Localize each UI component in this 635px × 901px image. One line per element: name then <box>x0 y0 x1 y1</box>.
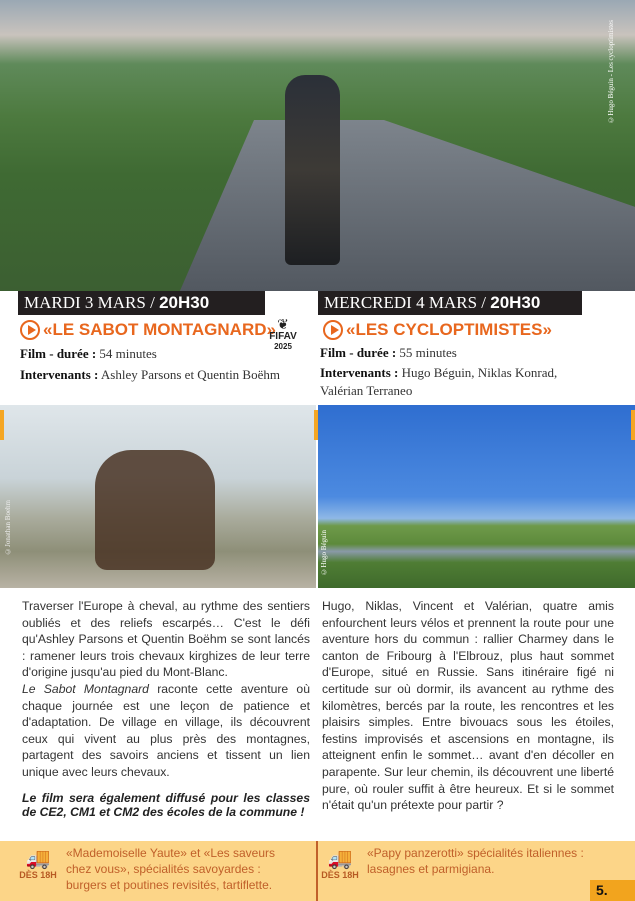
speakers: Ashley Parsons et Quentin Boëhm <box>98 367 280 382</box>
right-food-text: «Papy panzerotti» spécialités italiennes : lasagnes et parmigiana. <box>367 846 584 876</box>
right-date-bar <box>318 291 582 315</box>
food-truck-icon: 🚚 <box>327 848 353 870</box>
duration-label: Film - durée : <box>20 346 97 361</box>
play-icon <box>20 320 40 340</box>
right-date: MERCREDI 4 MARS / <box>324 293 491 312</box>
road <box>150 120 635 291</box>
tab-marker <box>314 410 318 440</box>
cyclist <box>285 75 340 265</box>
speakers: Hugo Béguin, Niklas Konrad, Valérian Terraneo <box>320 365 558 398</box>
left-food-text: «Mademoiselle Yaute» et «Les saveurs chez vous», spécialités savoyardes : burgers et poutines revisités, tartiflette. <box>66 846 276 892</box>
left-info <box>20 345 310 384</box>
duration-label: Film - durée : <box>320 345 397 360</box>
right-info <box>320 344 590 400</box>
right-time: 20H30 <box>490 293 541 312</box>
left-title-text: «LE SABOT MONTAGNARD» <box>43 320 276 339</box>
hero-photo-cyclist <box>0 0 635 291</box>
food-truck-icon: 🚚 <box>25 848 51 870</box>
right-film-title <box>323 320 552 340</box>
left-body-em: Le Sabot Montagnard <box>22 681 149 696</box>
left-time: 20H30 <box>159 293 210 312</box>
food-time: DÈS 18H <box>19 870 57 880</box>
tab-marker <box>631 410 635 440</box>
horses <box>95 450 215 570</box>
food-truck-left <box>18 848 58 880</box>
duration: 54 minutes <box>96 346 157 361</box>
left-body-2: raconte cette aventure où chaque journée est une leçon de patience et d'adaptation. De village en village, ils découvrent ceux qui vivent au plus près des montagnes, partagent des savoirs anciens et tissent un lien unique avec leurs chevaux. <box>22 681 310 779</box>
speakers-label: Intervenants : <box>320 365 399 380</box>
left-film-title <box>20 320 276 340</box>
food-truck-right <box>320 848 360 880</box>
badge-name: FIFAV <box>269 331 297 342</box>
speakers-label: Intervenants : <box>20 367 99 382</box>
play-icon <box>323 320 343 340</box>
left-description <box>22 598 310 819</box>
duration: 55 minutes <box>396 345 457 360</box>
right-description <box>322 598 614 814</box>
badge-year: 2025 <box>274 342 292 351</box>
tab-marker <box>0 410 4 440</box>
right-photo-credit: ©Hugo Béguin <box>320 530 328 576</box>
school-note: Le film sera également diffusé pour les classes de CE2, CM1 et CM2 des écoles de la commune ! <box>22 790 310 819</box>
left-body-1: Traverser l'Europe à cheval, au rythme des sentiers oubliés et des reliefs escarpés… C'est le défi qu'Ashley Parsons et Quentin Boëhm se sont lancés : ramener leurs trois chevaux kirghizes de leur terre d'origine jusqu'au pied du Mont-Blanc. <box>22 599 310 680</box>
left-date-bar <box>18 291 265 315</box>
right-body: Hugo, Niklas, Vincent et Valérian, quatre amis enfourchent leurs vélos et prennent la route pour une aventure hors du commun : rallier Charmey dans le canton de Fribourg à l'Elbrouz, plus haut sommet d'Europe, situé en Russie. Sans itinéraire figé ni certitude sur où dormir, ils avancent au rythme des kilomètres, bercés par la route, les rencontres et les plaisirs simples. Entre bivouacs sous les étoiles, festins improvisés et ascensions en montagne, ils atteignent enfin le sommet… avant d'en décoller en parapente. Sur leur chemin, ils découvrent une liberté pure, où rouler suffit à être heureux. Et si le sommet n'était qu'un prétexte pour partir ? <box>322 599 614 813</box>
laurel-icon: ❦ <box>277 316 289 332</box>
food-time: DÈS 18H <box>321 870 359 880</box>
right-photo-cyclists <box>318 405 635 588</box>
footer-divider <box>316 841 318 901</box>
left-photo-credit: ©Jonathan Boehm <box>4 500 12 555</box>
hero-credit: ©Hugo Béguin - Les cycloptimistes <box>607 20 615 124</box>
page-number: 5. <box>590 880 635 901</box>
right-title-text: «LES CYCLOPTIMISTES» <box>346 320 552 339</box>
left-photo-horses <box>0 405 316 588</box>
left-date: MARDI 3 MARS / <box>24 293 160 312</box>
